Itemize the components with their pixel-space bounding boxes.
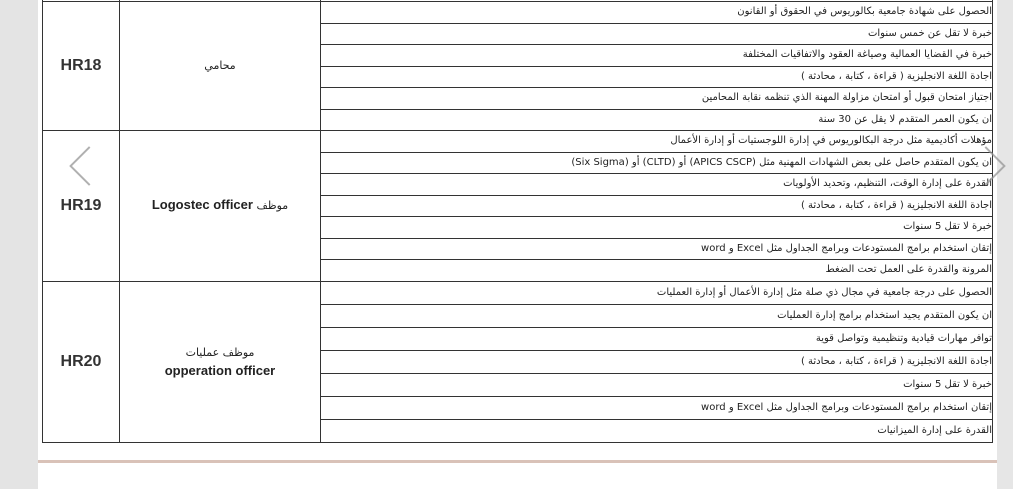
- table-row-hr18: [43, 2, 993, 24]
- job-title-ar: موظف عمليات: [185, 345, 255, 359]
- requirement-cell: خبرة لا تقل 5 سنوات: [321, 217, 993, 239]
- requirement-cell: اجادة اللغة الانجليزية ( قراءة ، كتابة ، محادثة ): [321, 195, 993, 217]
- document-page: [38, 0, 997, 489]
- viewer-left-margin: [0, 0, 38, 489]
- table-row-hr20: [43, 281, 993, 304]
- requirement-cell: اجتياز امتحان قبول أو امتحان مزاولة المهنة الذي تنظمه نقابة المحامين: [321, 88, 993, 110]
- table-row-hr19: [43, 131, 993, 153]
- requirement-cell: اجادة اللغة الانجليزية ( قراءة ، كتابة ، محادثة ): [321, 66, 993, 88]
- requirement-cell: خبرة لا تقل عن خمس سنوات: [321, 23, 993, 45]
- job-title-hr18: [120, 2, 321, 131]
- requirement-cell: توافر مهارات قيادية وتنظيمية وتواصل قوية: [321, 327, 993, 350]
- requirement-cell: القدرة على إدارة الوقت، التنظيم، وتحديد الأولويات: [321, 174, 993, 196]
- job-code-hr19: HR19: [43, 131, 120, 282]
- requirement-cell: إتقان استخدام برامج المستودعات وبرامج الجداول مثل Excel و word: [321, 238, 993, 260]
- job-code-hr18: HR18: [43, 2, 120, 131]
- job-title-hr19: [120, 131, 321, 282]
- requirement-cell: الحصول على درجة جامعية في مجال ذي صلة مثل إدارة الأعمال أو إدارة العمليات: [321, 281, 993, 304]
- requirement-cell: ان يكون المتقدم يجيد استخدام برامج إدارة العمليات: [321, 304, 993, 327]
- requirement-cell: القدرة على إدارة الميزانيات: [321, 419, 993, 442]
- requirement-cell: خبرة في القضايا العمالية وصياغة العقود والاتفاقيات المختلفة: [321, 45, 993, 67]
- requirement-cell: ان يكون المتقدم حاصل على بعض الشهادات المهنية مثل (APICS CSCP) أو (CLTD) أو (Six Sigma): [321, 152, 993, 174]
- job-code-hr20: HR20: [43, 281, 120, 442]
- requirement-cell: اجادة اللغة الانجليزية ( قراءة ، كتابة ، محادثة ): [321, 350, 993, 373]
- requirement-cell: مؤهلات أكاديمية مثل درجة البكالوريوس في إدارة اللوجستيات أو إدارة الأعمال: [321, 131, 993, 153]
- job-title-en: Logostec officer: [151, 197, 253, 213]
- job-title-en: opperation officer: [164, 362, 276, 378]
- viewer-right-margin: [997, 0, 1013, 489]
- job-title-ar: موظف: [256, 199, 289, 213]
- requirement-cell: المرونة والقدرة على العمل تحت الضغط: [321, 260, 993, 282]
- requirement-cell: إتقان استخدام برامج المستودعات وبرامج الجداول مثل Excel و word: [321, 396, 993, 419]
- requirement-cell: خبرة لا تقل 5 سنوات: [321, 373, 993, 396]
- requirement-cell: الحصول على شهادة جامعية بكالوريوس في الحقوق أو القانون: [321, 2, 993, 24]
- job-requirements-table: [42, 0, 993, 443]
- page-bottom-edge: [38, 460, 997, 489]
- job-title-hr20: [120, 281, 321, 442]
- requirement-cell: ان يكون العمر المتقدم لا يقل عن 30 سنة: [321, 109, 993, 131]
- job-title-ar: محامي: [204, 59, 236, 72]
